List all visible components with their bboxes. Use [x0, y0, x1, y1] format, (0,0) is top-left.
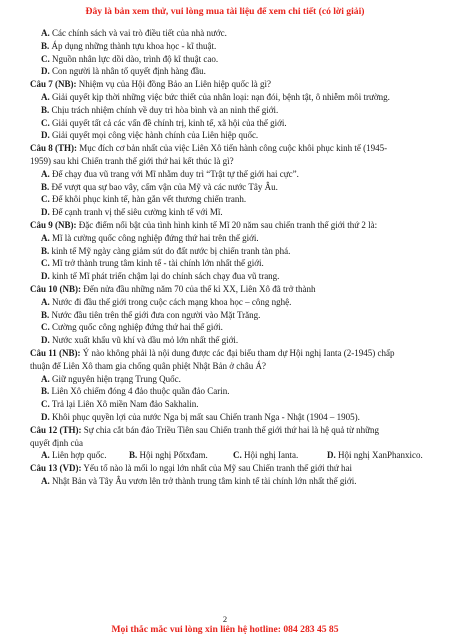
question-content [30, 27, 426, 488]
question-text: Ý nào không phải là nội dung được các đại biểu tham dự Hội nghị Ianta (2-1945) chấp [80, 347, 395, 358]
option-letter: C. [233, 450, 242, 461]
option-text: Nước đi đầu thế giới trong cuộc cách mạng khoa học – công nghệ. [52, 296, 292, 307]
option-text: Nước đầu tiên trên thế giới đưa con người vào Mặt Trăng. [51, 309, 261, 320]
option-text: Để khôi phục kinh tế, hàn gắn vết thương chiến tranh. [52, 194, 247, 205]
q10-option-b [30, 309, 426, 322]
option-letter: B. [41, 40, 50, 51]
q9-option-d [30, 270, 426, 283]
option-text: Nhật Bản và Tây Âu vươn lên trở thành trung tâm kinh tế tài chính lớn nhất thế giới. [52, 475, 357, 486]
q6-option-d [30, 65, 426, 78]
option-letter: D. [41, 271, 50, 282]
q8-option-c [30, 193, 426, 206]
option-text: Mĩ trở thành trung tâm kinh tế - tài chính lớn nhất thế giới. [52, 258, 264, 269]
q12-option-d [327, 449, 423, 462]
question-label: Câu 10 (NB): [30, 283, 81, 294]
q11-stem [30, 347, 426, 360]
q11-option-b [30, 385, 426, 398]
option-letter: C. [41, 53, 50, 64]
option-text: Để cạnh tranh vị thế siêu cường kinh tế với Mĩ. [52, 207, 223, 218]
question-text: Nhiệm vụ của Hội đồng Bảo an Liên hiệp quốc là gì? [76, 79, 271, 90]
q10-option-a [30, 296, 426, 309]
preview-banner: Đây là bản xem thử, vui lòng mua tài liệu để xem chi tiết (có lời giải) [85, 6, 365, 17]
option-text: Giải quyết mọi công việc hành chính của Liên hiệp quốc. [52, 130, 259, 141]
q7-option-b [30, 104, 426, 117]
q6-option-a [30, 27, 426, 40]
option-text: Mĩ là cường quốc công nghiệp đứng thứ hai trên thế giới. [52, 232, 259, 243]
option-letter: A. [41, 296, 50, 307]
q9-option-c [30, 257, 426, 270]
option-letter: D. [41, 66, 50, 77]
option-letter: C. [41, 117, 50, 128]
q8-stem-continued: 1959) sau khi Chiến tranh thế giới thứ hai kết thúc là gì? [30, 155, 234, 166]
question-label: Câu 9 (NB): [30, 219, 77, 230]
question-text: Yếu tố nào là mối lo ngại lớn nhất của Mỹ sau Chiến tranh thế giới thứ hai [81, 463, 353, 474]
q8-option-b [30, 181, 426, 194]
q7-option-c [30, 117, 426, 130]
option-letter: B. [41, 309, 50, 320]
option-letter: D. [41, 130, 50, 141]
option-letter: D. [41, 207, 50, 218]
q6-option-c [30, 53, 426, 66]
option-text: Giữ nguyên hiện trạng Trung Quốc. [52, 373, 181, 384]
option-text: Cường quốc công nghiệp đứng thứ hai thế giới. [52, 322, 223, 333]
option-text: Để chạy đua vũ trang với Mĩ nhằm duy trì “Trật tự thế giới hai cực”. [52, 168, 299, 179]
option-letter: C. [41, 194, 50, 205]
option-text: Hội nghị Pốtxđam. [139, 450, 208, 461]
q11-option-d [30, 411, 426, 424]
q12-stem-continued: quyết định của [30, 437, 83, 448]
option-text: Để vượt qua sự bao vây, cấm vận của Mỹ và các nước Tây Âu. [51, 181, 278, 192]
option-text: Nước xuất khẩu vũ khí và dầu mỏ lớn nhất thế giới. [52, 335, 239, 346]
option-letter: D. [41, 335, 50, 346]
option-text: Giải quyết tất cả các vấn đề chính trị, kinh tế, xã hội của thế giới. [52, 117, 287, 128]
option-text: Khôi phục quyền lợi của nước Nga bị mất sau Chiến tranh Nga - Nhật (1904 – 1905). [52, 411, 360, 422]
option-text: Chịu trách nhiệm chính về duy trì hòa bình và an ninh thế giới. [51, 104, 279, 115]
q13-option-a [30, 475, 426, 488]
question-text: Đến nửa đầu những năm 70 của thế kỉ XX, Liên Xô đã trở thành [81, 283, 316, 294]
q9-option-b [30, 245, 426, 258]
q8-option-a [30, 168, 426, 181]
q10-stem [30, 283, 426, 296]
option-text: Hội nghị XanPhanxico. [338, 450, 423, 461]
q12-option-a [41, 449, 129, 462]
q12-stem [30, 424, 426, 437]
option-letter: A. [41, 91, 50, 102]
option-letter: B. [129, 450, 138, 461]
q11-stem-continued: thuận để Liên Xô tham gia chống quân phiệt Nhật Bản ở châu Á? [30, 360, 266, 371]
option-text: Nguồn nhân lực dồi dào, trình độ kĩ thuật cao. [52, 53, 219, 64]
q10-option-c [30, 321, 426, 334]
q12-option-c [233, 449, 327, 462]
option-letter: C. [41, 258, 50, 269]
option-text: Trả lại Liên Xô miền Nam đảo Sakhalin. [51, 399, 199, 410]
option-letter: A. [41, 28, 50, 38]
q12-option-b [129, 449, 233, 462]
option-letter: B. [41, 104, 50, 115]
q6-option-b [30, 40, 426, 53]
question-label: Câu 11 (NB): [30, 347, 81, 358]
option-letter: A. [41, 373, 50, 384]
question-text: Mục đích cơ bản nhất của việc Liên Xô tiến hành công cuộc khôi phục kinh tế (1945- [77, 143, 388, 154]
option-letter: B. [41, 245, 50, 256]
option-text: kinh tế Mĩ phát triển chậm lại do chính sách chạy đua vũ trang. [52, 271, 280, 282]
option-letter: C. [41, 399, 50, 410]
q9-stem [30, 219, 426, 232]
q10-option-d [30, 334, 426, 347]
q8-stem [30, 142, 426, 155]
option-text: Liên hợp quốc. [52, 450, 107, 461]
option-letter: B. [41, 181, 50, 192]
q12-options-row [30, 449, 426, 462]
option-text: Giải quyết kịp thời những việc bức thiết của nhân loại: nạn đói, bệnh tật, ô nhiễm môi trường. [52, 91, 390, 102]
q11-option-a [30, 373, 426, 386]
option-letter: A. [41, 232, 50, 243]
page-number: 2 [222, 614, 228, 624]
q13-stem [30, 462, 426, 475]
option-text: Hội nghị Ianta. [244, 450, 299, 461]
question-text: Sự chia cắt bán đảo Triều Tiên sau Chiến tranh thế giới thứ hai là hệ quả từ những [81, 424, 379, 435]
option-text: Áp dụng những thành tựu khoa học - kĩ thuật. [51, 40, 217, 51]
hotline-footer: Mọi thắc mắc vui lòng xin liên hệ hotline: 084 283 45 85 [111, 624, 339, 635]
question-label: Câu 13 (VD): [30, 463, 82, 474]
option-text: Con người là nhân tố quyết định hàng đầu. [52, 66, 206, 77]
option-text: Liên Xô chiếm đóng 4 đảo thuộc quần đảo Carin. [51, 386, 230, 397]
q7-stem [30, 78, 426, 91]
option-text: kinh tế Mỹ ngày càng giảm sút do đất nước bị chiến tranh tàn phá. [51, 245, 291, 256]
option-letter: A. [41, 168, 50, 179]
option-letter: B. [41, 386, 50, 397]
question-label: Câu 12 (TH): [30, 424, 82, 435]
q8-option-d [30, 206, 426, 219]
question-label: Câu 7 (NB): [30, 79, 77, 90]
q7-option-a [30, 91, 426, 104]
option-letter: A. [41, 450, 50, 461]
option-letter: D. [41, 411, 50, 422]
question-text: Đặc điểm nổi bật của tình hình kinh tế Mĩ 20 năm sau chiến tranh thế giới thứ 2 là: [76, 219, 378, 230]
option-text: Các chính sách và vai trò điều tiết của nhà nước. [52, 28, 227, 38]
option-letter: A. [41, 475, 50, 486]
option-letter: C. [41, 322, 50, 333]
question-label: Câu 8 (TH): [30, 143, 77, 154]
option-letter: D. [327, 450, 336, 461]
q11-option-c [30, 398, 426, 411]
q9-option-a [30, 232, 426, 245]
q7-option-d [30, 129, 426, 142]
